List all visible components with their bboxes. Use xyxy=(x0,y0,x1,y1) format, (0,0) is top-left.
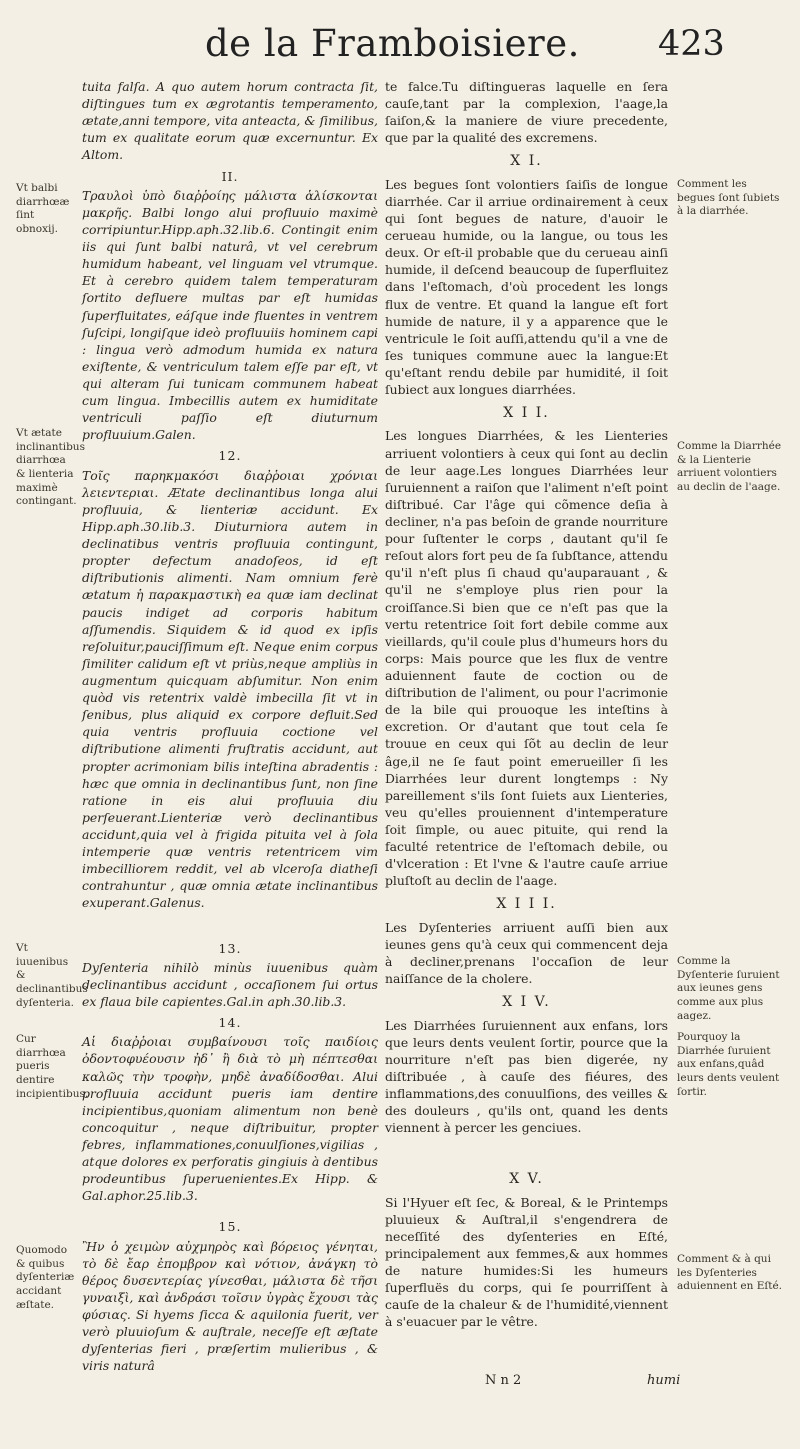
margin-note-left: Quomodo & quibus dyſenteriæ accidant æſtate. xyxy=(16,1244,75,1311)
margin-note-right: Comment les begues ſont ſubiets à la diarrhée. xyxy=(677,178,780,218)
section-number: X I. xyxy=(510,153,543,170)
margin-note-left: Cur diarrhœa pueris dentire incipientibus. xyxy=(16,1033,89,1100)
french-text: Les begues ſont volontiers ſaiſis de longue diarrhée. Car il arriue ordinairement à ceux qui ſont begues de nature, d'auoir le cerueau humide, ou la langue, ou tous les deux. Or eſt-il probable que du cerueau ainſi humide, il deſcend beaucoup de ſuperfluitez dans l'eſtomach, d'où procedent les longs flux de ventre. Et quand la langue eſt fort humide de nature, il y a apparence que le ventricule le ſoit auſſi,attendu qu'il a vne de ſes tuniques commune auec la langue:Et qu'eſtant rendu debile par humidité, il ſoit ſubiect aux longues diarrhées. xyxy=(385,176,668,398)
latin-column xyxy=(82,78,378,1375)
margin-note-right: Comment & à qui les Dyſenteries aduiennent en Eſté. xyxy=(677,1253,783,1293)
latin-section xyxy=(82,467,378,912)
section-number: 15. xyxy=(218,1219,242,1235)
signature-mark: N n 2 xyxy=(485,1373,522,1388)
section-number: 13. xyxy=(218,940,242,956)
latin-text: Si hyems ſicca & aquilonia fuerit, ver verò pluuioſum & auſtrale, neceſſe eſt æſtate dyſenterias fieri , præſertim mulieribus , & viris naturâ xyxy=(82,1307,378,1374)
section-number: 12. xyxy=(218,448,242,464)
latin-section xyxy=(82,187,378,444)
margin-note-right: Comme la Dyſenterie ſuruient aux ieunes gens comme aux plus aagez. xyxy=(677,955,780,1022)
section-number: X I V. xyxy=(502,994,551,1011)
latin-text: Balbi longo alui profluuio maximè corripiuntur.Hipp.aph.32.lib.6. Contingit enim iis qui ſunt balbi naturâ, vt vel cerebrum humidum habeant, vel linguam vel vtrumque. Et à cerebro quidem talem temperaturam ſortito defluere multas par eſt humidas ſuperfluitates, eáſque inde fluentes in ventrem ſuſcipi, longiſque ideò profluuiis hominem capi : lingua verò admodum humida ex natura exiſtente, & ventriculum talem eſſe par eſt, vt qui alteram ſui tunicam communem habeat cum lingua. Imbecillis autem ex humiditate ventriculi paſſio eſt diuturnum profluuium.Galen. xyxy=(82,204,378,443)
latin-section xyxy=(82,1033,378,1204)
french-column xyxy=(385,78,668,1330)
greek-text: Τραυλοὶ ὑπὸ διαῤῥοίης μάλιστα ἁλίσκονται μακρῆς. xyxy=(82,187,378,220)
margin-note-left: Vt iuuenibus & declinantibus dyſenteria. xyxy=(16,942,88,1009)
running-header xyxy=(0,22,800,74)
latin-intro: tuita falſa. A quo autem horum contracta ſit, diſtingues tum ex ægrotantis temperamento, ætate,anni tempore, vita anteacta, & ſimilibus, tum ex qualitate eorum quæ excernuntur. Ex Altom. xyxy=(82,79,378,163)
latin-text: Ætate declinantibus longa alui profluuia, & lienteriæ accidunt. Ex Hipp.aph.30.lib.3. Diuturniora autem in declinatibus ventris profluuia contingunt, propter defectum anadoſeos, id eſt diſtributionis alimenti. Nam omnium ferè ætatum ἡ παρακμαστικὴ ea quæ iam declinat paucis indiget ad corporis habitum aſſumendis. Siquidem & id quod ex ipſis reſoluitur,pauciſſimum eſt. Neque enim corpus ſimiliter calidum eſt vt priùs,neque ampliùs in augmentum quicquam abſumitur. Non enim quòd vis retentrix valdè imbecilla ſit vt in ſenibus, plus aliquid ex corpore defluit.Sed quia ventris profluuia coctione vel diſtributione alimenti fruſtratis accidunt, aut propter acrimoniam bilis inteſtina abradentis : hæc que omnia in declinantibus ſunt, non ſine ratione in eis alui profluuia diu perſeuerant.Lienteriæ verò declinantibus accidunt,quia vel à frigida pituita vel à ſola intemperie quæ ventris retentricem vim imbecilliorem reddit, vel ab vlceroſa diatheſi contrahuntur , quæ omnia ætate inclinantibus exuperant.Galenus. xyxy=(82,484,378,911)
page-number: 423 xyxy=(658,24,725,64)
section-number: X V. xyxy=(509,1171,544,1188)
greek-text: Αἱ διαῤῥοιαι συμβαίνουσι τοῖς παιδίοις ὀδοντοφυέουσιν ἠδ᾽ ἢ διὰ τὸ μὴ πέπτεσθαι καλῶς τὴν τροφὴν, μηδὲ ἀναδίδοσθαι. xyxy=(82,1034,378,1084)
section-number: X I I I. xyxy=(496,896,557,913)
latin-text: Alui profluuia accidunt pueris iam dentire incipientibus,quoniam alimentum non benè concoquitur , neque diſtribuitur, propter febres, inflammationes,conuulſiones,vigilias , atque dolores ex perforatis gingiuis à dentibus prodeuntibus ſuperuenientes.Ex Hipp. & Gal.aphor.25.lib.3. xyxy=(82,1068,378,1204)
greek-text: Ἢν ὁ χειμὼν αὐχμηρὸς καὶ βόρειος γένηται, τὸ δὲ ἔαρ ἐπομβρον καὶ νότιον, ἀνάγκη τὸ θέρος δυσεντερίας γίνεσθαι, μάλιστα δὲ τῆσι γυναιξὶ, καὶ ἀνδράσι τοῖσιν ὑγρὰς ἔχουσι τὰς φύσιας. xyxy=(82,1238,378,1323)
latin-section xyxy=(82,1238,378,1375)
section-number: X I I. xyxy=(503,405,550,422)
french-text: Les longues Diarrhées, & les Lienteries arriuent volontiers à ceux qui ſont au declin de leur aage.Les longues Diarrhées leur ſuruiennent a raiſon que l'aliment n'eſt point diſtribué. Car l'âge qui cõmence deſia à decliner, n'a pas beſoin de grande nourriture pour ſuſtenter le corps , dautant qu'il ſe reſout alors fort peu de ſa ſubſtance, attendu qu'il n'eſt plus ſi chaud qu'auparauant , & qu'il ne s'employe plus rien pour la croiſſance.Si bien que ce n'eſt pas que la vertu retentrice ſoit fort debile comme aux vieillards, qu'il coule plus d'humeurs hors du corps: Mais pource que les flux de ventre aduiennent faute de coction ou de diſtribution de l'aliment, ou pour l'acrimonie de la bile qui prouoque les inteſtins à excretion. Or d'autant que tout cela ſe trouue en ceux qui ſõt au declin de leur âge,il ne ſe faut point emerueiller ſi les Diarrhées leur durent longtemps : Ny pareillement s'ils ſont ſuiets aux Lienteries, veu qu'elles prouiennent d'intemperature ſoit ſimple, ou auec pituite, qui rend la faculté retentrice de l'eſtomach debile, ou d'vlceration : Et l'vne & l'autre cauſe arriue pluſtoſt au declin de l'aage. xyxy=(385,428,668,889)
greek-text: Τοῖς παρηκμακόσι διαῤῥοιαι χρόνιαι λειεντεριαι. xyxy=(82,467,378,500)
french-intro: te falce.Tu diſtingueras laquelle en ſera cauſe,tant par la complexion, l'aage,la ſaiſon,& la maniere de viure precedente, que par la qualité des excremens. xyxy=(385,79,668,146)
margin-note-left: Vt balbi diarrhœæ ſint obnoxij. xyxy=(16,182,70,235)
latin-text: Dyſenteria nihilò minùs iuuenibus quàm declinantibus accidunt , occaſionem ſui ortus ex flaua bile capientes.Gal.in aph.30.lib.3. xyxy=(82,959,378,1009)
french-text: Si l'Hyuer eſt ſec, & Boreal, & le Printemps pluuieux & Auſtral,il s'engendrera de neceſſité des dyſenteries en Eſté, principalement aux femmes,& aux hommes de nature humides:Si les humeurs ſuperfluës du corps, qui ſe pourriſſent à cauſe de la chaleur & de l'humidité,viennent à s'euacuer par le vêtre. xyxy=(385,1194,668,1330)
latin-section xyxy=(82,959,378,1010)
french-text: Les Dyſenteries arriuent auſſi bien aux ieunes gens qu'à ceux qui commencent deja à decliner,prenans l'occaſion de leur naiſſance de la cholere. xyxy=(385,919,668,987)
margin-note-right: Comme la Diarrhée & la Lienterie arriuent volontiers au declin de l'aage. xyxy=(677,440,782,493)
running-title: de la Framboisiere. xyxy=(205,22,580,65)
section-number: II. xyxy=(221,168,239,184)
margin-note-left: Vt ætate inclinantibus diarrhœa & lienteria maximè contingant. xyxy=(16,427,85,508)
french-text: Les Diarrhées ſuruiennent aux enfans, lors que leurs dents veulent ſortir, pource que la nourriture n'eſt pas bien digerée, ny diſtribuée , à cauſe des fiéures, des inflammations,des conuulſions, des veilles & des douleurs , qu'ils ont, quand les dents viennent à percer les genciues. xyxy=(385,1017,668,1136)
section-number: 14. xyxy=(218,1015,242,1031)
margin-note-right: Pourquoy la Diarrhée ſuruient aux enfans,quâd leurs dents veulent ſortir. xyxy=(677,1031,780,1098)
catchword: humi xyxy=(647,1373,681,1388)
